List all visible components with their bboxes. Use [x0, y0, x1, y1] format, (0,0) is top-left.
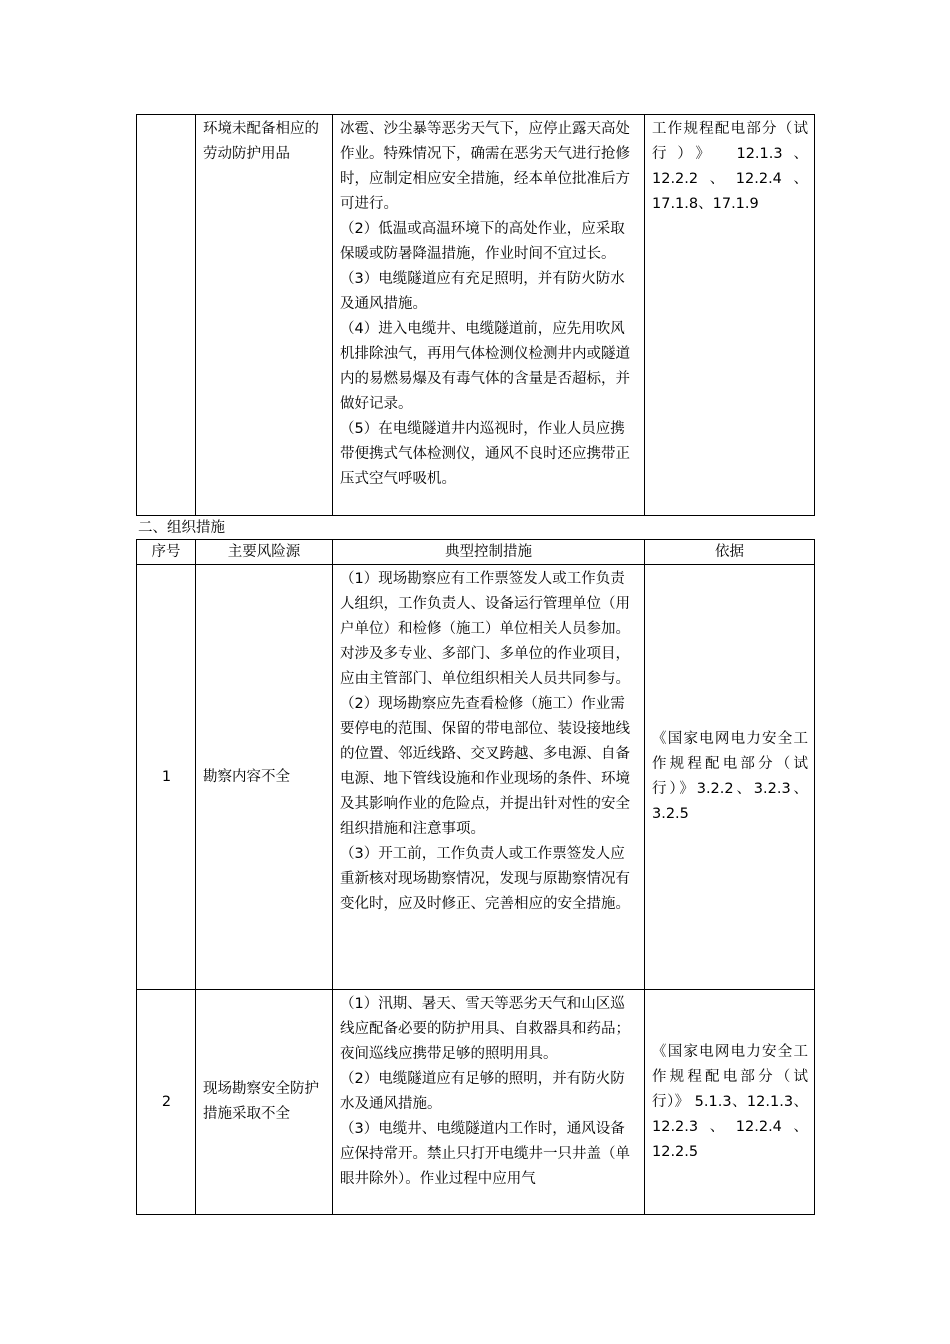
control-measures-cell: [333, 565, 645, 990]
table-header-row: [137, 540, 815, 565]
measure-paragraph: （3）电缆井、电缆隧道内工作时，通风设备应保持常开。禁止只打开电缆井一只井盖（单眼井除外）。作业过程中应用气: [340, 1121, 630, 1187]
measure-paragraph: （2）低温或高温环境下的高处作业，应采取保暖或防暑降温措施，作业时间不宜过长。: [340, 221, 625, 262]
control-measures-cell: [333, 115, 645, 516]
measure-paragraph: （4）进入电缆井、电缆隧道前，应先用吹风机排除浊气，再用气体检测仪检测井内或隧道内的易燃易爆及有毒气体的含量是否超标，并做好记录。: [340, 321, 630, 412]
header-basis: 依据: [645, 540, 815, 565]
measure-paragraph: （5）在电缆隧道井内巡视时，作业人员应携带便携式气体检测仪，通风不良时还应携带正压式空气呼吸机。: [340, 421, 630, 487]
control-measures-cell: [333, 990, 645, 1215]
measure-paragraph: （1）现场勘察应有工作票签发人或工作负责人组织，工作负责人、设备运行管理单位（用户单位）和检修（施工）单位相关人员参加。对涉及多专业、多部门、多单位的作业项目，应由主管部门、单位组织相关人员共同参与。: [340, 571, 630, 687]
measure-paragraph: （3）电缆隧道应有充足照明，并有防火防水及通风措施。: [340, 271, 625, 312]
risk-source-cell: 环境未配备相应的劳动防护用品: [196, 115, 333, 516]
risk-source-cell: 现场勘察安全防护措施采取不全: [196, 990, 333, 1215]
basis-cell: 工作规程配电部分（试行）》 12.1.3、12.2.2、12.2.4、17.1.8、17.1.9: [645, 115, 815, 516]
table-row: [137, 565, 815, 990]
basis-cell: 《国家电网电力安全工作规程配电部分（试行）》3.2.2、3.2.3、3.2.5: [645, 565, 815, 990]
measure-paragraph: （2）现场勘察应先查看检修（施工）作业需要停电的范围、保留的带电部位、装设接地线的位置、邻近线路、交叉跨越、多电源、自备电源、地下管线设施和作业现场的条件、环境及其影响作业的危险点，并提出针对性的安全组织措施和注意事项。: [340, 696, 630, 837]
measure-paragraph: （2）电缆隧道应有足够的照明，并有防火防水及通风措施。: [340, 1071, 625, 1112]
row-number-cell: 2: [137, 990, 196, 1215]
basis-cell: 《国家电网电力安全工作规程配电部分（试行）》 5.1.3、12.1.3、12.2.3、12.2.4、12.2.5: [645, 990, 815, 1215]
continued-risk-table: [136, 114, 815, 516]
organization-measures-table: [136, 539, 815, 1215]
header-no: 序号: [137, 540, 196, 565]
risk-source-cell: 勘察内容不全: [196, 565, 333, 990]
header-control-measures: 典型控制措施: [333, 540, 645, 565]
measure-paragraph: （3）开工前，工作负责人或工作票签发人应重新核对现场勘察情况，发现与原勘察情况有变化时，应及时修正、完善相应的安全措施。: [340, 846, 630, 912]
row-number-cell: 1: [137, 565, 196, 990]
section-title: 二、组织措施: [138, 520, 225, 536]
row-number-cell: [137, 115, 196, 516]
table-row: [137, 990, 815, 1215]
header-risk-source: 主要风险源: [196, 540, 333, 565]
table-row: [137, 115, 815, 516]
measure-paragraph: 冰雹、沙尘暴等恶劣天气下，应停止露天高处作业。特殊情况下，确需在恶劣天气进行抢修时，应制定相应安全措施，经本单位批准后方可进行。: [340, 121, 630, 212]
measure-paragraph: （1）汛期、暑天、雪天等恶劣天气和山区巡线应配备必要的防护用具、自救器具和药品；夜间巡线应携带足够的照明用具。: [340, 996, 630, 1062]
